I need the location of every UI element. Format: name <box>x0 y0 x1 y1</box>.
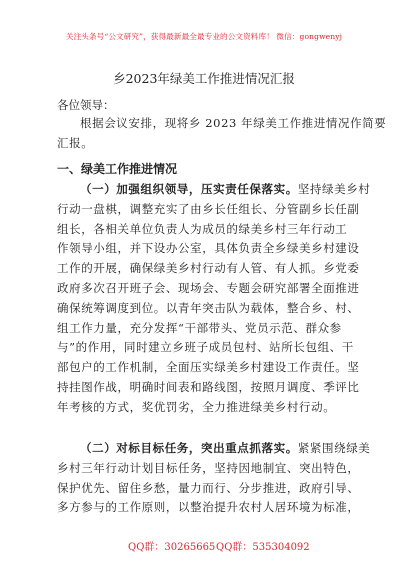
paragraph-lead-rest: 坚持绿美乡村 <box>297 182 371 196</box>
intro-line: 汇报。 <box>57 135 94 150</box>
paragraph-first-line <box>57 439 371 459</box>
paragraph-line: 行动一盘棋，调整充实了由乡长任组长、分管副乡长任副 <box>57 201 360 216</box>
paragraph-line: 工作的开展，确保绿美乡村行动有人管、有人抓。乡党委 <box>57 261 360 276</box>
salutation: 各位领导： <box>57 98 115 112</box>
paragraph-line: 政府多次召开班子会、现场会、专题会研究部署全面推进 <box>57 280 360 295</box>
body-paragraph-2 <box>57 439 371 518</box>
qq-group-1: QQ群：30265665 <box>128 542 216 553</box>
intro-paragraph <box>57 114 387 154</box>
document-title: 乡2023年绿美工作推进情况汇报 <box>113 71 295 86</box>
header-watermark-note: 关注头条号“公文研究”，获得最新最全最专业的公文资料库！ 微信：gongwenyj <box>65 32 343 41</box>
paragraph-line: 作领导小组，并下设办公室，具体负责全乡绿美乡村建设 <box>57 241 360 256</box>
paragraph-line: 持挂图作战，明确时间表和路线图，按照月调度、季评比 <box>57 379 360 394</box>
paragraph-line: 组工作力量，充分发挥“干部带头、党员示范、群众参 <box>57 320 342 335</box>
paragraph-lead-rest: 紧紧围绕绿美 <box>297 441 371 455</box>
paragraph-lead: （二）对标目标任务，突出重点抓落实。 <box>80 441 298 455</box>
paragraph-line: 部包户的工作机制，全面压实绿美乡村建设工作责任。坚 <box>57 360 360 375</box>
paragraph-line: 与”的作用，同时建立乡班子成员包村、站所长包组、干 <box>57 340 354 355</box>
paragraph-line: 组长，各相关单位负责人为成员的绿美乡村三年行动工 <box>57 221 348 236</box>
intro-line: 根据会议安排，现将乡 2023 年绿美工作推进情况作简要 <box>80 116 387 130</box>
qq-group-2: QQ群：535304092 <box>216 542 310 553</box>
section-heading: 一、绿美工作推进情况 <box>57 162 178 176</box>
paragraph-line: 年考核的方式，奖优罚劣，全力推进绿美乡村行动。 <box>57 399 336 414</box>
paragraph-first-line <box>57 180 371 200</box>
paragraph-line: 多方参与的工作原则，以整治提升农村人居环境为标准， <box>57 500 360 515</box>
paragraph-lead: （一）加强组织领导，压实责任保落实。 <box>80 182 298 196</box>
paragraph-line: 乡村三年行动计划目标任务，坚持因地制宜、突出特色， <box>57 460 360 475</box>
body-paragraph-1 <box>57 180 371 418</box>
paragraph-line: 确保统筹调度到位。以青年突击队为载体，整合乡、村、 <box>57 300 360 315</box>
paragraph-line: 保护优先、留住乡愁，量力而行、分步推进，政府引导、 <box>57 480 360 495</box>
